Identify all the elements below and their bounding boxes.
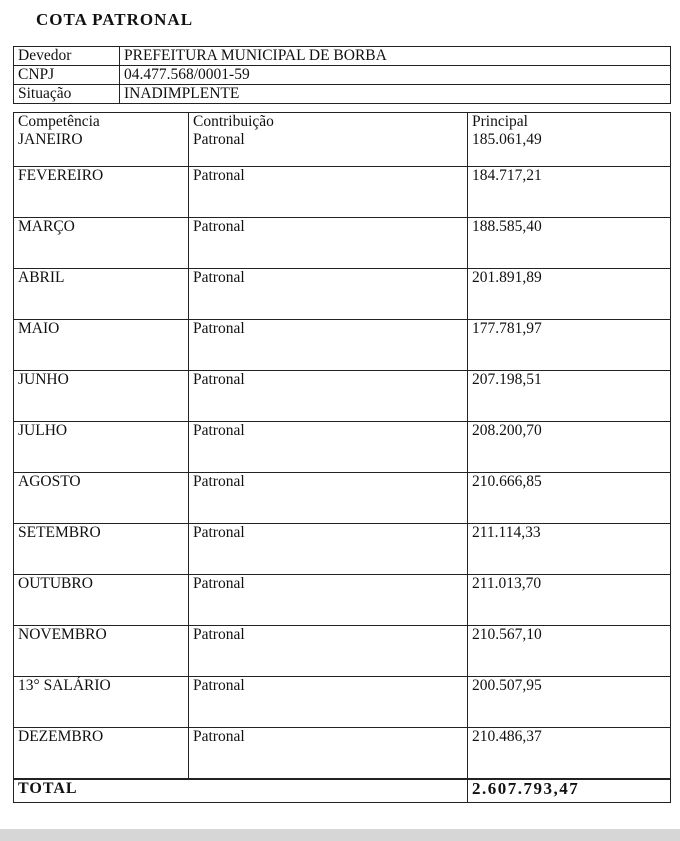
contribution-cell: Patronal [189, 575, 468, 626]
debtor-info-table [13, 46, 671, 104]
month-cell: JANEIRO [14, 131, 189, 167]
amount-cell: 185.061,49 [468, 131, 671, 167]
header-competencia: Competência [14, 113, 189, 132]
table-row [14, 371, 671, 422]
contribution-cell: Patronal [189, 218, 468, 269]
table-row [14, 728, 671, 780]
total-row [14, 779, 671, 803]
month-cell: 13° SALÁRIO [14, 677, 189, 728]
total-value: 2.607.793,47 [468, 779, 671, 803]
amount-cell: 210.666,85 [468, 473, 671, 524]
contribution-cell: Patronal [189, 677, 468, 728]
amount-cell: 177.781,97 [468, 320, 671, 371]
month-cell: SETEMBRO [14, 524, 189, 575]
contribution-cell: Patronal [189, 524, 468, 575]
info-value: 04.477.568/0001-59 [120, 66, 671, 85]
month-cell: MARÇO [14, 218, 189, 269]
contribution-cell: Patronal [189, 728, 468, 780]
scrollbar-track[interactable] [0, 829, 680, 841]
amount-cell: 208.200,70 [468, 422, 671, 473]
table-row [14, 524, 671, 575]
amount-cell: 211.013,70 [468, 575, 671, 626]
header-principal: Principal [468, 113, 671, 132]
amount-cell: 207.198,51 [468, 371, 671, 422]
contribution-cell: Patronal [189, 626, 468, 677]
info-row [14, 47, 671, 66]
month-cell: MAIO [14, 320, 189, 371]
contribution-cell: Patronal [189, 131, 468, 167]
table-row [14, 269, 671, 320]
month-cell: NOVEMBRO [14, 626, 189, 677]
contribution-cell: Patronal [189, 167, 468, 218]
amount-cell: 184.717,21 [468, 167, 671, 218]
table-row [14, 320, 671, 371]
month-cell: OUTUBRO [14, 575, 189, 626]
table-row [14, 131, 671, 167]
amount-cell: 201.891,89 [468, 269, 671, 320]
amount-cell: 210.567,10 [468, 626, 671, 677]
page-title: COTA PATRONAL [36, 10, 194, 29]
header-contribuicao: Contribuição [189, 113, 468, 132]
info-label: CNPJ [14, 66, 120, 85]
info-label: Devedor [14, 47, 120, 66]
table-row [14, 473, 671, 524]
info-label: Situação [14, 85, 120, 104]
info-row [14, 66, 671, 85]
total-label: TOTAL [14, 779, 468, 803]
table-header [14, 113, 671, 132]
contribution-cell: Patronal [189, 473, 468, 524]
month-cell: FEVEREIRO [14, 167, 189, 218]
table-row [14, 677, 671, 728]
contribution-cell: Patronal [189, 269, 468, 320]
month-cell: ABRIL [14, 269, 189, 320]
month-cell: AGOSTO [14, 473, 189, 524]
table-row [14, 218, 671, 269]
amount-cell: 200.507,95 [468, 677, 671, 728]
contribution-cell: Patronal [189, 371, 468, 422]
month-cell: JUNHO [14, 371, 189, 422]
info-row [14, 85, 671, 104]
table-row [14, 575, 671, 626]
table-row [14, 167, 671, 218]
contribution-cell: Patronal [189, 422, 468, 473]
amount-cell: 210.486,37 [468, 728, 671, 780]
contribution-cell: Patronal [189, 320, 468, 371]
amount-cell: 211.114,33 [468, 524, 671, 575]
month-cell: JULHO [14, 422, 189, 473]
table-row [14, 422, 671, 473]
table-row [14, 626, 671, 677]
info-value: INADIMPLENTE [120, 85, 671, 104]
info-value: PREFEITURA MUNICIPAL DE BORBA [120, 47, 671, 66]
month-cell: DEZEMBRO [14, 728, 189, 780]
amount-cell: 188.585,40 [468, 218, 671, 269]
contributions-table [13, 112, 671, 803]
